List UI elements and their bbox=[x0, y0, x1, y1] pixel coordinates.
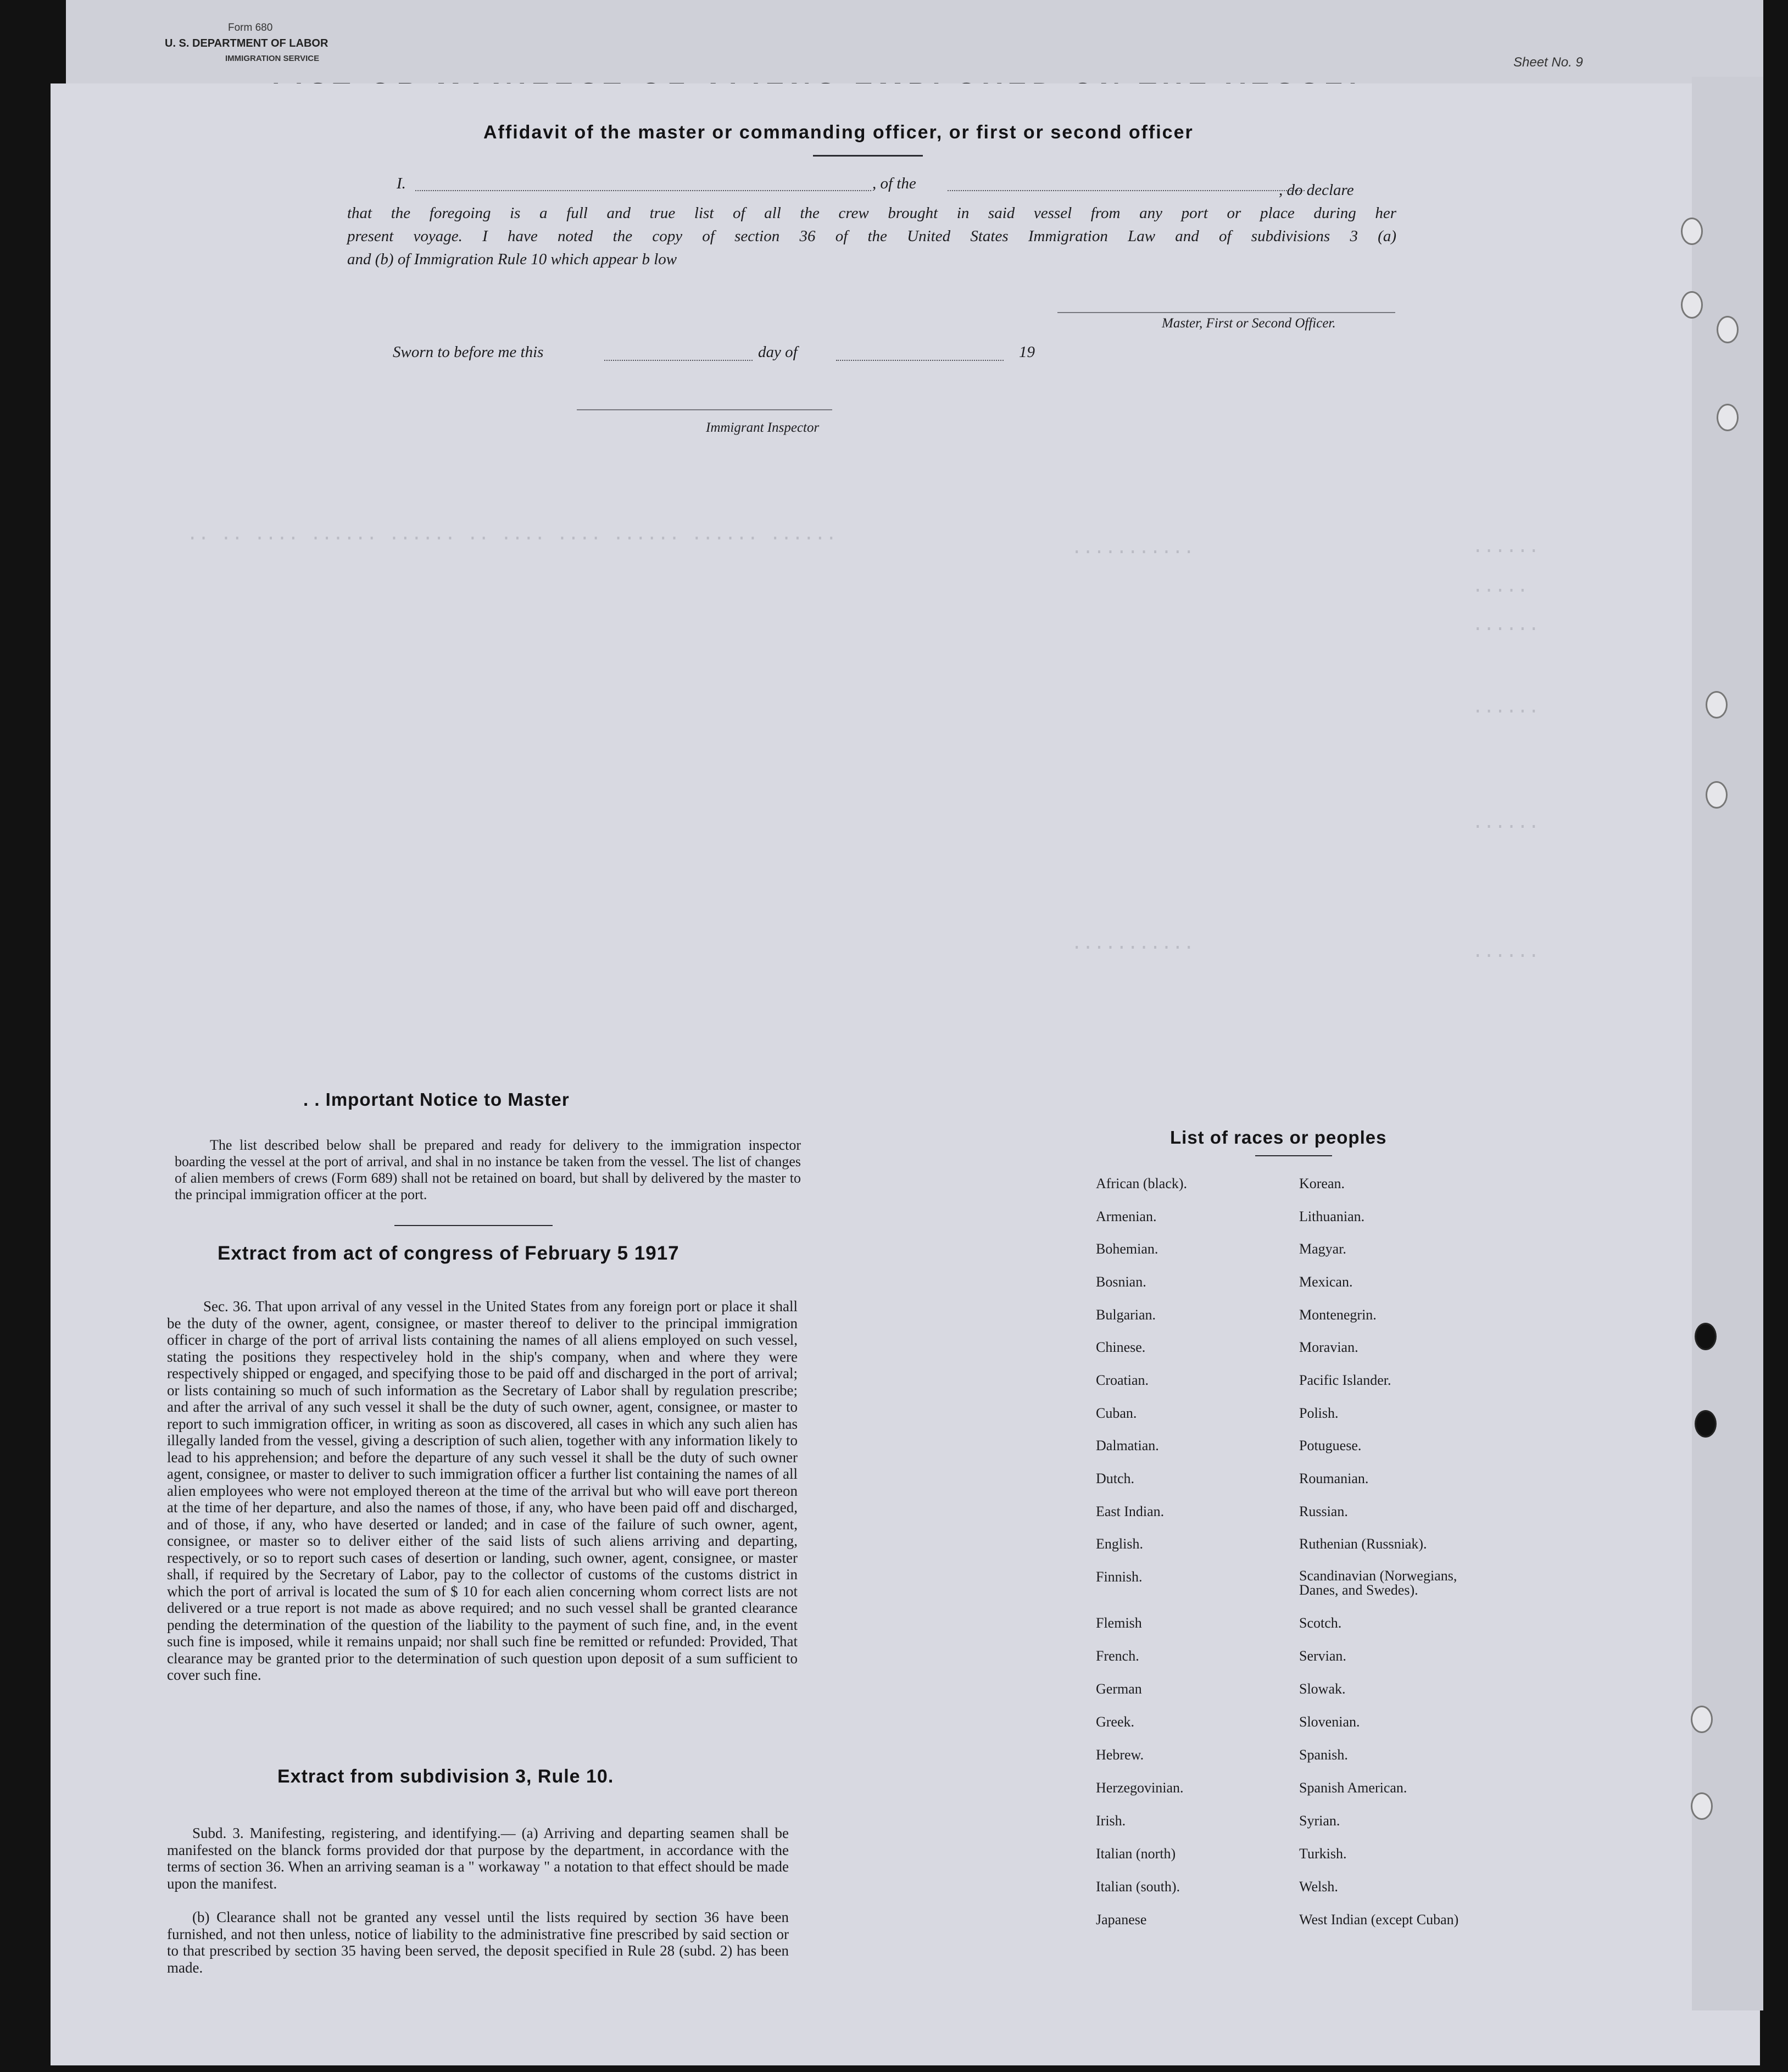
race-item: German bbox=[1096, 1681, 1142, 1697]
race-item: Scandinavian (Norwegians, Danes, and Swedes). bbox=[1299, 1568, 1457, 1598]
affidavit-line-4: and (b) of Immigration Rule 10 which appear b low bbox=[347, 250, 677, 268]
race-item: Chinese. bbox=[1096, 1339, 1146, 1355]
officer-signature-label: Master, First or Second Officer. bbox=[1162, 316, 1336, 331]
race-item: English. bbox=[1096, 1536, 1143, 1552]
race-item: Magyar. bbox=[1299, 1241, 1346, 1257]
race-item: Irish. bbox=[1096, 1813, 1126, 1829]
binder-hole bbox=[1706, 691, 1728, 718]
race-item: African (black). bbox=[1096, 1176, 1188, 1191]
race-item: Welsh. bbox=[1299, 1879, 1338, 1895]
race-item: Slovenian. bbox=[1299, 1714, 1360, 1730]
race-item: Roumanian. bbox=[1299, 1471, 1369, 1486]
binder-hole bbox=[1681, 218, 1703, 245]
affidavit-do-declare: , do declare bbox=[1279, 181, 1354, 199]
sworn-day-field[interactable] bbox=[604, 360, 753, 361]
race-item: Pacific Islander. bbox=[1299, 1372, 1391, 1388]
affidavit-title-rule bbox=[813, 155, 923, 157]
race-item: Dalmatian. bbox=[1096, 1438, 1159, 1453]
inspector-signature-line[interactable] bbox=[577, 409, 832, 410]
vessel-name-field[interactable] bbox=[948, 190, 1305, 191]
race-item: Montenegrin. bbox=[1299, 1307, 1377, 1323]
race-item: Spanish American. bbox=[1299, 1780, 1407, 1796]
sworn-year: 19 bbox=[1019, 343, 1035, 361]
binder-hole bbox=[1706, 781, 1728, 809]
race-item: Bulgarian. bbox=[1096, 1307, 1156, 1323]
inspector-label: Immigrant Inspector bbox=[706, 420, 820, 435]
race-item: Bohemian. bbox=[1096, 1241, 1158, 1257]
department-label: U. S. DEPARTMENT OF LABOR bbox=[165, 37, 328, 49]
race-item: Servian. bbox=[1299, 1648, 1346, 1664]
race-item: Ruthenian (Russniak). bbox=[1299, 1536, 1427, 1552]
notice-text: The list described below shall be prepared and ready for delivery to the immigration inspector boarding the vessel at the port of arrival, and shal in no instance be taken from the vessel. The list of changes of alien members of crews (Form 689) shall not be retained on board, but shall by delivered by the master to the principal immigration officer at the port. bbox=[175, 1137, 801, 1202]
race-item: Armenian. bbox=[1096, 1208, 1157, 1224]
affidavit-title: Affidavit of the master or commanding officer, or first or second officer bbox=[483, 122, 1194, 143]
act-extract-title: Extract from act of congress of February 5 1917 bbox=[218, 1243, 679, 1264]
master-name-field[interactable] bbox=[415, 190, 871, 191]
binder-hole bbox=[1681, 291, 1703, 319]
binder-hole bbox=[1695, 1410, 1717, 1438]
race-item: Italian (south). bbox=[1096, 1879, 1180, 1895]
race-item: Scotch. bbox=[1299, 1615, 1342, 1631]
race-item: Croatian. bbox=[1096, 1372, 1149, 1388]
race-item: Russian. bbox=[1299, 1503, 1348, 1519]
race-item: Greek. bbox=[1096, 1714, 1135, 1730]
sworn-label: Sworn to before me this bbox=[393, 343, 544, 361]
affidavit-line-2: that the foregoing is a full and true list of all the crew brought in said vessel from any port or place during her bbox=[347, 204, 1396, 222]
form-number: Form 680 bbox=[228, 22, 273, 34]
race-item: Herzegovinian. bbox=[1096, 1780, 1184, 1796]
binder-hole bbox=[1717, 316, 1739, 343]
race-item: Dutch. bbox=[1096, 1471, 1135, 1486]
binder-hole bbox=[1691, 1706, 1713, 1733]
rule-extract-para-a: Subd. 3. Manifesting, registering, and identifying.— (a) Arriving and departing seamen shall be manifested on the blanck forms provided dor that purpose by the department, in accordance with the terms of section 36. When an arriving seaman is a " workaway " a notation to that effect should be made upon the manifest. bbox=[167, 1825, 789, 1892]
notice-title: . . Important Notice to Master bbox=[303, 1089, 570, 1110]
sworn-day-of: day of bbox=[758, 343, 798, 361]
race-item: Finnish. bbox=[1096, 1569, 1143, 1585]
race-item: Lithuanian. bbox=[1299, 1208, 1365, 1224]
binder-hole bbox=[1717, 404, 1739, 431]
affidavit-i: I. bbox=[397, 175, 406, 192]
race-item: Polish. bbox=[1299, 1405, 1339, 1421]
race-item: Slowak. bbox=[1299, 1681, 1346, 1697]
races-title: List of races or peoples bbox=[1170, 1127, 1387, 1148]
rule-extract-title: Extract from subdivision 3, Rule 10. bbox=[277, 1766, 614, 1787]
sworn-month-field[interactable] bbox=[836, 360, 1004, 361]
race-item: French. bbox=[1096, 1648, 1139, 1664]
race-item: Korean. bbox=[1299, 1176, 1345, 1191]
act-extract-text: Sec. 36. That upon arrival of any vessel in the United States from any foreign port or place it shall be the duty of the owner, agent, consignee, or master thereof to deliver to the principal immigration officer in charge of the port of arrival lists containing the names of all aliens employed on such vessel, stating the positions they respectiveley hold in the ship's company, when and where they were respectively shipped or engaged, and specifying those to be paid off and discharged in the port of arrival; or lists containing so much of such information as the Secretary of Labor shall by regulation prescribe; and after the arrival of any such vessel it shall be the duty of such owner, agent, consignee, or master to report to such immigration officer, in writing as soon as discovered, all cases in which any such alien has illegally landed from the vessel, giving a description of such alien, together with any information likely to lead to his apprehension; and before the departure of any such vessel it shall be the duty of such owner agent, consignee, or master to deliver to such immigration officer a further list containing the names of all alien employees who were not employed thereon at the time of the arrival but who will eave port thereon at the time of her departure, and also the names of those, if any, who have been paid off and discharged, and of those, if any, who have deserted or landed; and in case of the failure of such owner, agent, consignee, or master so to deliver either of the said lists of such aliens arriving and departing, respectively, or so to report such cases of desertion or landing, such owner, agent, consignee, or master shall, if required by the Secretary of Labor, pay to the collector of customs of the customs district in which the port of arrival is located the sum of $ 10 for each alien concerning whom correct lists are not delivered or a true report is not made as above required; and no such vessel shall be granted clearance pending the determination of the question of the liability to the payment of such fine, and, in the event such fine is imposed, while it remains unpaid; nor shall such fine be remitted or refunded: Provided, That clearance may be granted prior to the determination of such question upon deposit of a sum sufficient to cover such fine. bbox=[167, 1298, 798, 1683]
race-item: Spanish. bbox=[1299, 1747, 1348, 1763]
rule-extract-para-b: (b) Clearance shall not be granted any vessel until the lists required by section 36 have been furnished, and not then unless, notice of liability to the administrative fine prescribed by said section or to that prescribed by section 35 having been served, the deposit specified in Rule 28 (subd. 2) has been made. bbox=[167, 1909, 789, 1976]
race-item: Bosnian. bbox=[1096, 1274, 1146, 1290]
race-item: Syrian. bbox=[1299, 1813, 1340, 1829]
race-item: Potuguese. bbox=[1299, 1438, 1362, 1453]
races-title-rule bbox=[1255, 1155, 1332, 1156]
race-item: Italian (north) bbox=[1096, 1846, 1176, 1862]
race-item: Moravian. bbox=[1299, 1339, 1358, 1355]
race-item: Japanese bbox=[1096, 1912, 1147, 1928]
race-item: West Indian (except Cuban) bbox=[1299, 1912, 1459, 1928]
affidavit-line-3: present voyage. I have noted the copy of section 36 of the United States Immigration Law and of subdivisions 3 (a) bbox=[347, 227, 1396, 245]
race-item: East Indian. bbox=[1096, 1503, 1165, 1519]
officer-signature-line[interactable] bbox=[1057, 312, 1395, 313]
binder-hole bbox=[1691, 1792, 1713, 1820]
race-item: Cuban. bbox=[1096, 1405, 1137, 1421]
race-item: Turkish. bbox=[1299, 1846, 1347, 1862]
race-item: Hebrew. bbox=[1096, 1747, 1144, 1763]
sheet-number: Sheet No. 9 bbox=[1513, 55, 1583, 70]
affidavit-of-the: , of the bbox=[872, 175, 916, 192]
race-item: Mexican. bbox=[1299, 1274, 1353, 1290]
binder-hole bbox=[1695, 1323, 1717, 1350]
race-item: Flemish bbox=[1096, 1615, 1142, 1631]
notice-rule bbox=[394, 1225, 553, 1226]
service-label: IMMIGRATION SERVICE bbox=[225, 54, 320, 63]
